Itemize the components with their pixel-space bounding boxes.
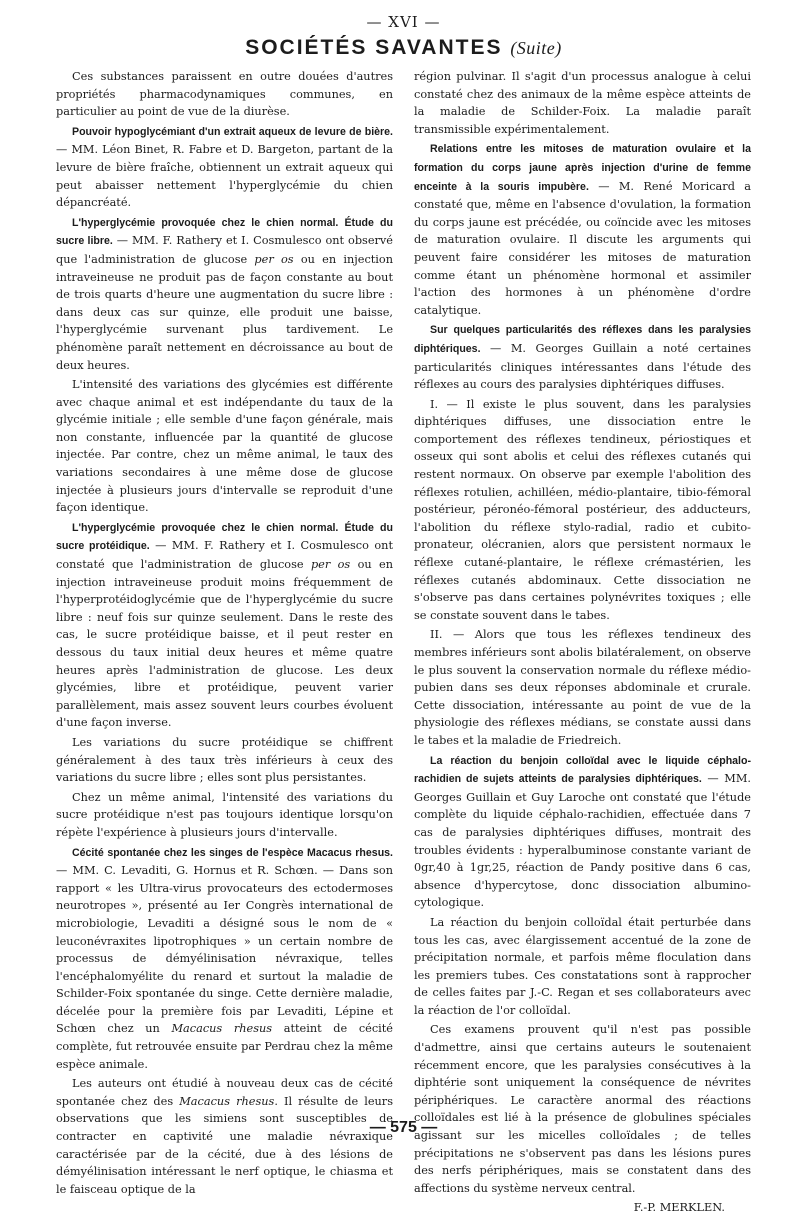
paragraph: I. — Il existe le plus souvent, dans les paralysies diphtériques diffuses, une dissociation entre le comportement des réflexes tendineux, périostiques et osseux qui sont abolis et celui des réflexes cutanés qui restent normaux. On observe par exemple l'abolition des réflexes rotulien, achilléen, médio-plantaire, tibio-fémoral postérieur, péronéo-fémoral postérieur, des adducteurs, l'abolition du réflexe stylo-radial, radio et cubito-pronateur, olécranien, alors que persistent normaux le réflexe cutané-plantaire, le réflexe crémastérien, les réflexes cutanés abdominaux. Cette dissociation ne s'observe pas dans certaines polynévrites toxiques ; elle se constate souvent dans le tabes. — [414, 397, 751, 622]
paragraph: Relations entre les mitoses de maturation ovulaire et la formation du corps jaune après injection d'urine de femme enceinte à la souris impubère. — M. René Moricard a constaté que, même en l'absence d'ovulation, la formation du corps jaune est précédée, ou coïncide avec les mitoses de maturation ovulaire. Il discute les arguments qui peuvent faire considérer les mitoses de maturation comme étant un phénomène hormonal et assimiler l'action des hormones à un phénomène d'ordre catalytique. — [414, 143, 751, 317]
abstract-heading: L'hyperglycémie provoquée chez le chien normal. Étude du sucre protéidique. — [56, 521, 393, 553]
abstract-heading: Sur quelques particularités des réflexes dans les paralysies diphtériques. — [414, 324, 751, 355]
journal-page — [56, 10, 751, 1215]
paragraph: II. — Alors que tous les réflexes tendineux des membres inférieurs sont abolis bilatéralement, on observe le plus souvent la conservation normale du réflexe médio-pubien dans ses deux réponses abdominale et crurale. Cette dissociation, intéressante au point de vue de la physiologie des réflexes médians, se constate aussi dans le tabes et la maladie de Friedreich. — [414, 628, 751, 747]
paragraph: Les variations du sucre protéidique se chiffrent généralement à des taux très inférieurs à ceux des variations du sucre libre ; elles sont plus persistantes. — [56, 735, 393, 785]
left-column — [56, 68, 393, 1217]
paragraph: La réaction du benjoin colloïdal était perturbée dans tous les cas, avec élargissement accentué de la zone de précipitation normale, et parfois même floculation dans les premiers tubes. Ces constatations sont à rapprocher de celles faites par J.-C. Regan et ses collaborateurs avec la réaction de l'or colloïdal. — [414, 915, 751, 1017]
signature-line — [414, 1199, 751, 1217]
paragraph: L'hyperglycémie provoquée chez le chien normal. Étude du sucre protéidique. — MM. F. Rathery et I. Cosmulesco ont constaté que l'administration de glucose per os ou en injection intraveineuse produit moins fréquemment de l'hyperprotéidoglycémie que de l'hyperglycémie du sucre libre : neuf fois sur quinze seulement. Dans le reste des cas, le sucre protéidique baisse, et il peut rester en dessous du taux initial deux heures et même quatre heures après l'administration de glucose. Les deux glycémies, libre et protéidique, peuvent varier parallèlement, mais assez souvent leurs courbes évoluent d'une façon inverse. — [56, 521, 393, 730]
section-title-text: SOCIÉTÉS SAVANTES — [245, 36, 503, 59]
abstract-heading: L'hyperglycémie provoquée chez le chien normal. Étude du sucre libre. — [56, 216, 393, 248]
paragraph: Chez un même animal, l'intensité des variations du sucre protéidique n'est pas toujours identique lorsqu'on répète l'expérience à plusieurs jours d'intervalle. — [56, 790, 393, 839]
paragraph: L'intensité des variations des glycémies est différente avec chaque animal et est indépendante du taux de la glycémie initiale ; elle semble d'une façon générale, mais non constante, influencée par la quantité de glucose injectée. Par contre, chez un même animal, le taux des variations secondaires à une même dose de glucose injectée à plusieurs jours d'intervalle se reproduit d'une façon identique. — [56, 378, 393, 515]
abstract-heading: La réaction du benjoin colloïdal avec le liquide céphalo-rachidien de sujets atteints de paralysies diphtériques. — [414, 754, 751, 786]
page-number: — 575 — — [369, 1119, 438, 1136]
paragraph: Ces substances paraissent en outre douées d'autres propriétés pharmacodynamiques communes, en particulier au point de vue de la diurèse. — [56, 70, 393, 119]
paragraph: Les auteurs ont étudié à nouveau deux cas de cécité spontanée chez des Macacus rhesus. Il résulte de leurs observations que les simiens sont susceptibles de contracter en captivité une maladie névraxique caractérisée par de la cécité, due à des lésions de démyélinisation intéressant le nerf optique, le chiasma et le faisceau optique de la — [56, 1077, 393, 1196]
author-signature: F.-P. MERKLEN. — [633, 1201, 725, 1215]
section-title-suite: (Suite) — [510, 38, 562, 58]
paragraph: Sur quelques particularités des réflexes dans les paralysies diphtériques. — M. Georges Guillain a noté certaines particularités cliniques intéressantes dans l'étude des réflexes au cours des paralysies diphtériques diffuses. — [414, 324, 751, 392]
article-columns — [56, 68, 751, 1217]
abstract-heading: Relations entre les mitoses de maturation ovulaire et la formation du corps jaune après injection d'urine de femme enceinte à la souris impubère. — [414, 143, 751, 193]
right-column — [414, 68, 751, 1217]
paragraph: Ces examens prouvent qu'il n'est pas possible d'admettre, ainsi que certains auteurs le soutenaient récemment encore, que les paralysies consécutives à la diphtérie sont uniquement la conséquence de névrites périphériques. Le caractère anormal des réactions colloïdales est lié à la présence de globulines spéciales agissant sur les micelles colloïdales ; de telles précipitations ne s'observent pas dans les lésions pures des nerfs périphériques, mais se constatent dans des affections du système nerveux central. — [414, 1023, 751, 1195]
section-page-number: — XVI — — [366, 13, 441, 31]
paragraph: Cécité spontanée chez les singes de l'espèce Macacus rhesus. — MM. C. Levaditi, G. Hornus et R. Schœn. — Dans son rapport « les Ultra-virus provocateurs des ectodermoses neurotropes », présenté au Ier Congrès international de microbiologie, Levaditi a désigné sous le nom de « leuconévraxites lipotrophiques » un certain nombre de processus de démyélinisation névraxique, telles l'encéphalomyélite du renard et surtout la maladie de Schilder-Foix spontanée du singe. Cette dernière maladie, décelée pour la première fois par Levaditi, Lépine et Schœn chez un Macacus rhesus atteint de cécité complète, fut retrouvée ensuite par Perdrau chez la même espèce animale. — [56, 846, 393, 1071]
paragraph: La réaction du benjoin colloïdal avec le liquide céphalo-rachidien de sujets atteints de paralysies diphtériques. — MM. Georges Guillain et Guy Laroche ont constaté que l'étude complète du liquide céphalo-rachidien, effectuée dans 7 cas de paralysies diphtériques diffuses, montrait des troubles évidents : hyperalbuminose constante variant de 0gr,40 à 1gr,25, réaction de Pandy positive dans 6 cas, absence d'hypercytose, donc dissociation albumino-cytologique. — [414, 754, 751, 910]
paragraph: L'hyperglycémie provoquée chez le chien normal. Étude du sucre libre. — MM. F. Rathery et I. Cosmulesco ont observé que l'administration de glucose per os ou en injection intraveineuse ne produit pas de façon constante au bout de trois quarts d'heure une augmentation du sucre libre : dans deux cas sur quinze, elle produit une baisse, l'hyperglycémie survenant plus tardivement. Le phénomène paraît nettement en décroissance au bout de deux heures. — [56, 216, 393, 372]
paragraph: région pulvinar. Il s'agit d'un processus analogue à celui constaté chez des animaux de la même espèce atteints de la maladie de Schilder-Foix. La maladie paraît transmissible expérimentalement. — [414, 70, 751, 136]
section-title — [56, 34, 751, 64]
abstract-heading: Cécité spontanée chez les singes de l'espèce Macacus rhesus. — [72, 846, 393, 859]
abstract-heading: Pouvoir hypoglycémiant d'un extrait aqueux de levure de bière. — [72, 125, 393, 138]
paragraph: Pouvoir hypoglycémiant d'un extrait aqueux de levure de bière. — MM. Léon Binet, R. Fabre et D. Bargeton, partant de la levure de bière fraîche, obtiennent un extrait aqueux qui peut abaisser nettement l'hyperglycémie du chien dépancréaté. — [56, 125, 393, 210]
